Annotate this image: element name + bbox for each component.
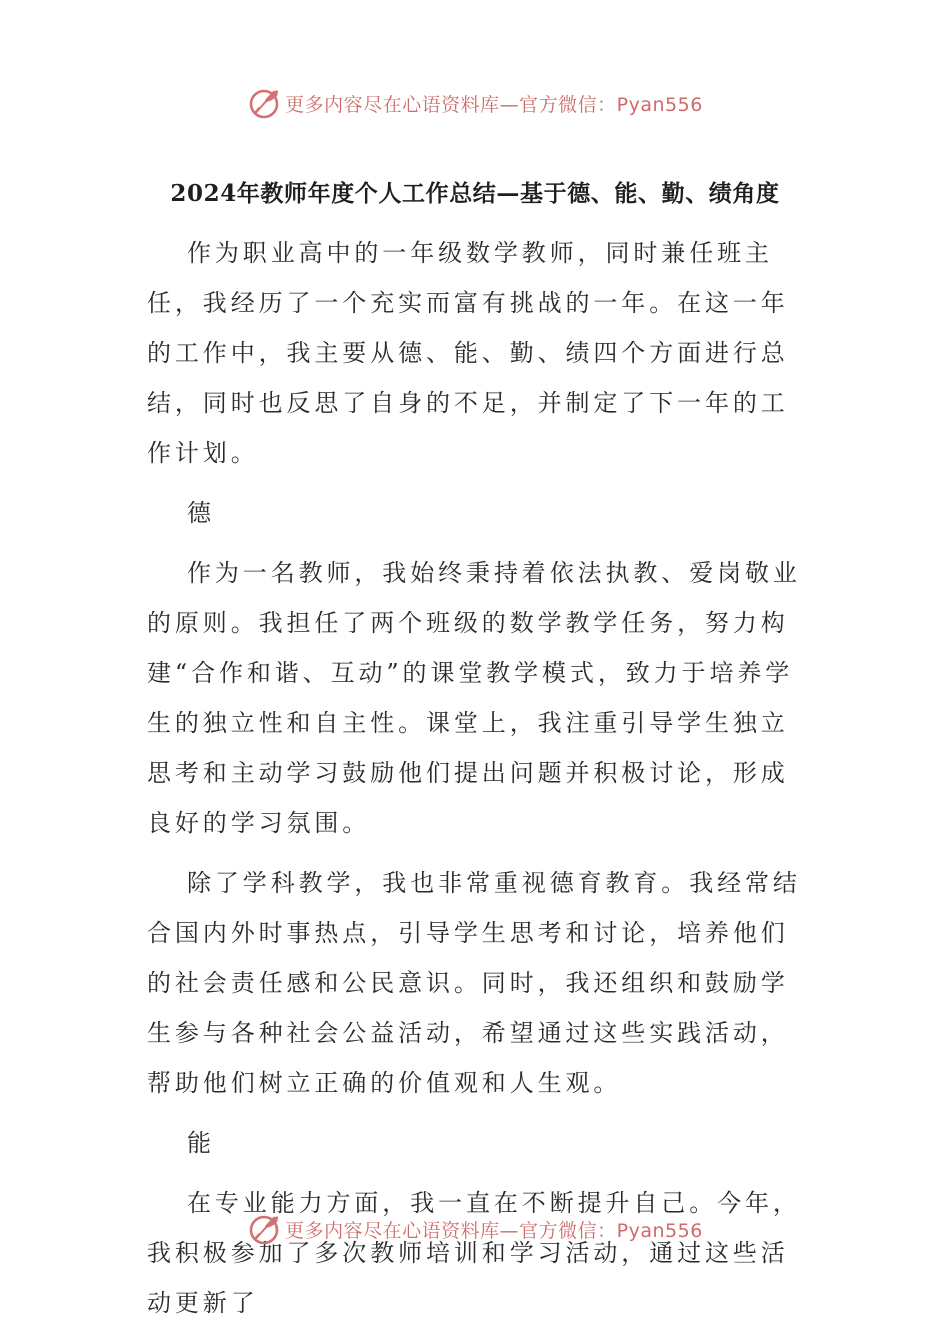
footer-watermark-banner: [0, 1209, 950, 1249]
document-body: [147, 228, 807, 1328]
de-paragraph-2: 除了学科教学，我也非常重视德育教育。我经常结合国内外时事热点，引导学生思考和讨论，培养他们的社会责任感和公民意识。同时，我还组织和鼓励学生参与各种社会公益活动，希望通过这些实践活动，帮助他们树立正确的价值观和人生观。: [147, 869, 801, 1097]
quill-logo-icon: [247, 85, 283, 121]
watermark-text: 更多内容尽在心语资料库—官方微信：Pyan556: [285, 1219, 703, 1242]
intro-paragraph: 作为职业高中的一年级数学教师，同时兼任班主任，我经历了一个充实而富有挑战的一年。在这一年的工作中，我主要从德、能、勤、绩四个方面进行总结，同时也反思了自身的不足，并制定了下一年的工作计划。: [147, 239, 789, 467]
header-watermark-banner: [0, 83, 950, 123]
section-heading-neng: 能: [187, 1129, 215, 1157]
section-heading-de: 德: [187, 499, 215, 527]
neng-paragraph-1: 在专业能力方面，我一直在不断提升自己。今年，我积极参加了多次教师培训和学习活动，通过这些活动更新了: [147, 1189, 801, 1317]
watermark-text: 更多内容尽在心语资料库—官方微信：Pyan556: [285, 93, 703, 116]
quill-logo-icon: [247, 1211, 283, 1247]
document-title: 2024年教师年度个人工作总结—基于德、能、勤、绩角度: [170, 180, 780, 207]
de-paragraph-1: 作为一名教师，我始终秉持着依法执教、爱岗敬业的原则。我担任了两个班级的数学教学任务，努力构建“合作和谐、互动”的课堂教学模式，致力于培养学生的独立性和自主性。课堂上，我注重引导学生独立思考和主动学习鼓励他们提出问题并积极讨论，形成良好的学习氛围。: [147, 559, 801, 837]
